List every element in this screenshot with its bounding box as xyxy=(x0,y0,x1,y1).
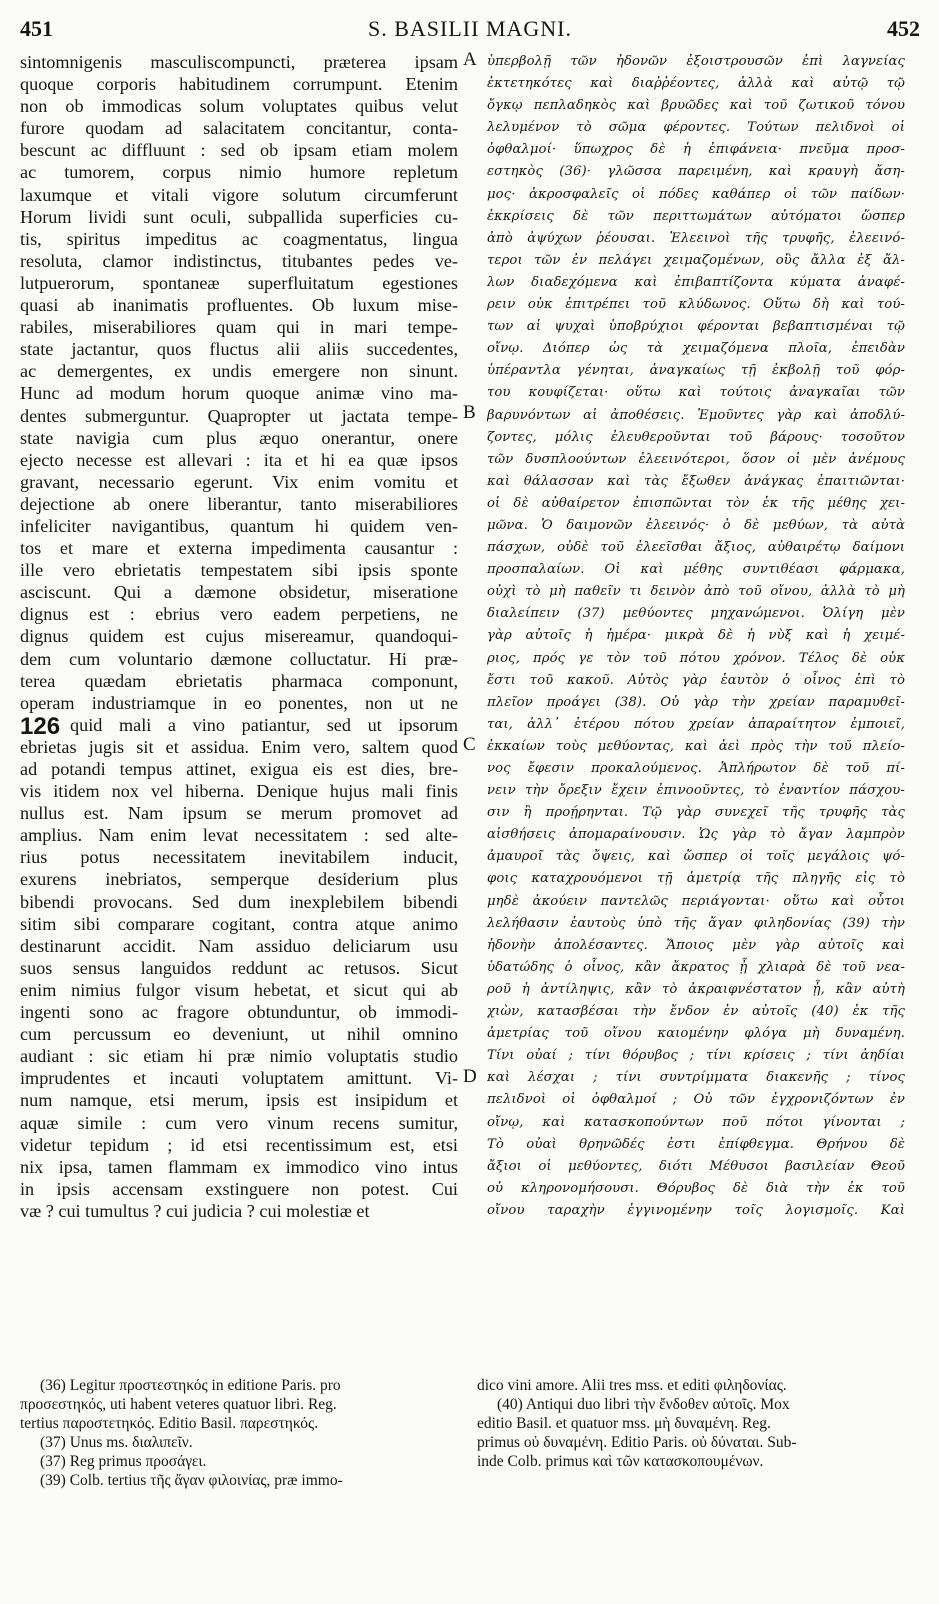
page-header xyxy=(20,16,920,46)
latin-text-line: state jactantur, quos fluctus alii aliis succedentes, xyxy=(20,339,458,360)
latin-text-line: non ob immodicas solum voluptates quibus velut xyxy=(20,96,458,117)
greek-text-line: ροῦ ἡ ἀντίληψις, κἂν τὸ ἀκραιφνέστατον ᾖ, κἂν αὐτὴ xyxy=(487,981,905,997)
footnote-line: (40) Antiqui duo libri τὴν ἔνδοθεν αὐτοῖς. Mox xyxy=(497,1396,790,1413)
greek-column xyxy=(487,51,905,1222)
greek-text-line: ἐκκρίσεις δὲ τῶν περιττωμάτων αὐτόματοι ὥσπερ xyxy=(487,208,905,224)
latin-text-line: exurens inebriatos, semperque desiderium plus xyxy=(20,869,458,890)
margin-column-number: 126 xyxy=(20,713,61,740)
latin-text-line: vis itidem nox vel hiberna. Denique hujus mali finis xyxy=(20,781,458,802)
latin-text-line: asciscunt. Qui a dæmone obsidetur, miseratione xyxy=(20,582,458,603)
latin-text-line: dentes submerguntur. Quapropter ut jactata tempe- xyxy=(20,405,458,426)
greek-text-line: οἴνῳ. Διόπερ ὡς τὰ χειμαζόμενα πλοῖα, ἐπειδὰν xyxy=(487,341,905,357)
latin-text-line: quid mali a vino patiantur, sed ut ipsorum xyxy=(70,714,458,735)
greek-text-line: ἀμετρίας τοῦ οἴνου καιομένην φλόγα μὴ δυναμένη. xyxy=(487,1026,905,1042)
latin-text-line: bescunt ac diffluunt : sed ob ipsam etiam molem xyxy=(20,140,458,161)
latin-column xyxy=(20,51,458,1222)
margin-letter-a: A xyxy=(463,49,477,70)
greek-text-line: ὑδατώδης ὁ οἶνος, κἂν ἄκρατος ᾖ χλιαρὰ δὲ τοῦ νεα- xyxy=(487,959,905,975)
footnote-line: (37) Reg primus προσάγει. xyxy=(40,1453,207,1470)
latin-text-line: Horum lividi sunt oculi, subpallida superficies cu- xyxy=(20,206,458,227)
greek-text-line: πελιδνοὶ οἱ ὀφθαλμοί ; Οὐ τῶν ἐγχρονιζόντων ἐν xyxy=(487,1092,905,1108)
latin-text-line: rius potus necessitatem inevitabilem inducit, xyxy=(20,847,458,868)
latin-text-line: imprudentes et incauti voluptatem amittunt. Vi- xyxy=(20,1068,458,1089)
greek-text-line: οἱ δὲ αὐθαίρετον ἐπισπῶνται τὸν ἐκ τῆς μέθης χει- xyxy=(487,495,905,511)
greek-text-line: καὶ θάλασσαν καὶ τὰς ἔξωθεν ἀνάγκας ἐπαιτιῶνται· xyxy=(487,473,905,489)
greek-text-line: οὐ κληρονομήσουσι. Θόρυβος δὲ διὰ τὴν ἐκ τοῦ xyxy=(487,1180,905,1196)
latin-text-line: audiant : sic etiam hi præ nimio voluptatis studio xyxy=(20,1046,458,1067)
greek-text-line: ἐκτετηκότες καὶ διαῤῥέοντες, ἀλλὰ καὶ αὐτῷ τῷ xyxy=(487,76,905,92)
latin-text-line: enim nimius fulgor visum hebetat, et sicut qui ab xyxy=(20,979,458,1000)
latin-text-line: ingenti sono ac fragore obtunduntur, ob immodi- xyxy=(20,1002,458,1023)
greek-text-line: ὄγκῳ πεπλαδηκὸς καὶ βρυῶδες καὶ τοῦ ζωτικοῦ τόνου xyxy=(487,98,905,114)
footnote-line: tertius παροστετηκός. Editio Basil. παρεστηκός. xyxy=(20,1415,319,1432)
greek-text-line: νος ἔφεσιν προκαλούμενος. Ἀπλήρωτον δὲ τοῦ πί- xyxy=(487,761,905,776)
greek-text-line: μηδὲ ἀκούειν παντελῶς περιάγονται· οὕτω καὶ οὗτοι xyxy=(487,893,905,909)
footnote-line: primus οὐ δυναμένη. Editio Paris. οὐ δύναται. Sub- xyxy=(477,1434,797,1451)
latin-text-line: væ ? cui tumultus ? cui judicia ? cui molestiæ et xyxy=(20,1200,370,1221)
latin-text-line: bibendi provocans. Sed dum inexplebilem bibendi xyxy=(20,891,458,912)
latin-text-line: ejecto necesse est allevari : ita et hi ea quæ ipsos xyxy=(20,449,458,470)
greek-text-line: λελυμένον τὸ σῶμα φέροντες. Τούτων πελιδνοὶ οἱ xyxy=(487,120,905,136)
greek-text-line: νειν τὴν ὄρεξιν ἔχειν ἐπινοοῦντες, τὸ ἐναντίον πάσχου- xyxy=(487,783,905,799)
footnote-line: (39) Colb. tertius τῆς ἄγαν φιλοινίας, præ immo- xyxy=(40,1472,343,1489)
latin-text-line: quoque corporis habitudinem corrumpunt. Etenim xyxy=(20,74,458,95)
greek-text-line: φοις καταχρουόμενοι τῇ ἀμετρίᾳ τῆς πληγῆς εἰς τὸ xyxy=(487,871,905,887)
greek-text-line: ἡδονὴν ἀπολέσαντες. Ἄποιος μὲν γὰρ αὐτοῖς καὶ xyxy=(487,937,905,953)
latin-text-line: state navigia cum plus æquo onerantur, onere xyxy=(20,427,458,448)
greek-text-line: ὑπέραντλα γένηται, ἀναγκαίως τῇ ἐκβολῇ τοῦ φόρ- xyxy=(487,363,905,379)
running-title: S. BASILII MAGNI. xyxy=(368,16,572,41)
greek-text-line: των αἱ ψυχαὶ ὑποβρύχιοι φέρονται βεβαπτισμέναι τῷ xyxy=(487,319,905,335)
greek-text-line: λων διαδεχόμενα καὶ ἐπιβαπτίζοντα κύματα ἀναφέ- xyxy=(487,274,905,290)
left-page-number: 451 xyxy=(20,16,53,41)
margin-letter-c: C xyxy=(463,734,476,755)
greek-text-line: βαρυνόντων αἱ ἀποθέσεις. Ἐμοῦντες γὰρ καὶ ἀποδλύ- xyxy=(487,407,905,423)
greek-text-line: τῶν δυσπλοούντων ἐλεεινότεροι, ὅσον οἱ μὲν ἀνέμους xyxy=(487,451,905,467)
greek-text-line: τεροι τῶν ἐν πελάγει χειμαζομένων, οὓς ἄλλα ἐξ ἄλ- xyxy=(487,252,905,268)
footnotes-right xyxy=(477,1376,907,1471)
greek-text-line: λελήθασιν ἑαυτοὺς ὑπὸ τῆς ἄγαν φιληδονίας (39) τὴν xyxy=(487,915,905,931)
greek-text-line: ἔστι τοῦ κακοῦ. Αὐτὸς γὰρ ἑαυτὸν ὁ οἶνος ἐπὶ τὸ xyxy=(487,672,905,688)
latin-text-line: gravant, necessario egerunt. Vix enim vomitu et xyxy=(20,471,458,492)
greek-text-line: ἐκκαίων τοὺς μεθύοντας, καὶ ἀεὶ πρὸς τὴν τοῦ πλείο- xyxy=(487,738,905,754)
greek-text-line: ὀφθαλμοί· ὕπωχρος δὲ ἡ ἐπιφάνεια· πνεῦμα προσ- xyxy=(487,142,905,158)
greek-text-line: σιν ἢ προῄρηνται. Τῷ γὰρ συνεχεῖ τῆς τρυφῆς τὰς xyxy=(487,805,905,821)
greek-text-line: χιὼν, κατασβέσαι τὴν ἔνδον ἐν αὐτοῖς (40) ἐκ τῆς xyxy=(487,1004,905,1020)
greek-text-line: μῶνα. Ὁ δαιμονῶν ἐλεεινός· ὁ δὲ μεθύων, τὰ αὐτὰ xyxy=(487,517,905,533)
greek-text-line: αἰσθήσεις ἀπομαραίνουσιν. Ὡς γὰρ τὸ ἄγαν λαμπρὸν xyxy=(487,827,905,843)
greek-text-line: καὶ λέσχαι ; τίνι συντρίμματα διακενῆς ; τίνος xyxy=(487,1070,905,1086)
latin-text-line: cum percussum eo deveniunt, ut nihil omnino xyxy=(20,1024,458,1045)
greek-text-line: Τὸ οὐαὶ θρηνῶδές ἐστι ἐπίφθεγμα. Θρήνου δὲ xyxy=(487,1136,905,1152)
latin-text-line: dignus est : ebrius vero eadem perpetiens, ne xyxy=(20,604,458,625)
greek-text-line: οἴνου ταραχὴν ἐγγινομένην τοῖς λογισμοῖς. Καὶ xyxy=(487,1202,905,1218)
latin-text-line: num namque, etsi merum, ipsis est insipidum et xyxy=(20,1090,458,1111)
greek-text-line: ζοντες, μόλις ἐλευθεροῦνται τοῦ βάρους· τοσοῦτον xyxy=(487,429,905,445)
footnote-line: (36) Legitur προστεστηκός in editione Paris. pro xyxy=(40,1377,341,1394)
latin-text-line: ac demergentes, ex undis emergere non sinunt. xyxy=(20,361,458,382)
greek-text-line: πάσχων, οὐδὲ τοῦ ἐλεεῖσθαι ἄξιος, αὐθαιρέτῳ δαίμονι xyxy=(487,540,905,556)
greek-text-line: Τίνι οὐαί ; τίνι θόρυβος ; τίνι κρίσεις ; τίνι ἀηδίαι xyxy=(487,1048,905,1064)
latin-text-line: dejectione ab onere liberantur, tanto miserabiliores xyxy=(20,493,458,514)
greek-text-line: διαλείπειν (37) μεθύοντες μηχανώμενοι. Ὀλίγη μὲν xyxy=(487,606,905,622)
latin-text-line: nix ipsa, tamen flammam ex immodico vino intus xyxy=(20,1156,458,1177)
greek-text-line: ἀπὸ ἀψύχων ῥέουσαι. Ἐλεεινοὶ τῆς τρυφῆς, ἐλεεινό- xyxy=(487,230,905,246)
footnote-line: editio Basil. et quatuor mss. μὴ δυναμένη. Reg. xyxy=(477,1415,771,1432)
latin-text-line: quasi ab inanimatis profluentes. Ob luxum mise- xyxy=(20,295,458,316)
latin-text-line: dem cum voluntario dæmone colluctatur. Hi præ- xyxy=(20,648,458,669)
latin-text-line: tis, spiritus impeditus ac coagmentatus, lingua xyxy=(20,228,458,249)
latin-text-line: sitim sibi comparare cogitant, contra atque animo xyxy=(20,913,458,934)
latin-text-line: operam industriamque in eo ponentes, non ut ne xyxy=(20,692,458,713)
footnote-line: dico vini amore. Alii tres mss. et editi φιληδονίας. xyxy=(477,1377,787,1394)
greek-text-line: μος· ἀκροσφαλεῖς οἱ πόδες καθάπερ οἱ τῶν παίδων· xyxy=(487,186,905,202)
latin-text-line: lutpuerorum, spontaneæ superfluitatum egestiones xyxy=(20,272,458,293)
latin-text-line: Hunc ad modum horum quoque animæ vino ma- xyxy=(20,383,458,404)
footnote-line: προσεστηκός, uti habent veteres quatuor libri. Reg. xyxy=(20,1396,337,1413)
greek-text-line: οὐχὶ τὸ μὴ παθεῖν τι δεινὸν ἀπὸ τοῦ οἴνου, ἀλλὰ τὸ μὴ xyxy=(487,584,905,600)
latin-text-line: ad potandi tempus attinet, exigua eis est dies, bre- xyxy=(20,759,458,779)
footnote-line: inde Colb. primus καὶ τῶν κατασκοπουμένων. xyxy=(477,1453,764,1470)
latin-text-line: sintomnigenis masculiscompuncti, præterea ipsam xyxy=(20,52,458,72)
right-page-number: 452 xyxy=(887,16,920,41)
latin-text-line: terea quædam ebrietatis pharmaca componunt, xyxy=(20,670,458,691)
greek-text-line: προσπαλαίων. Οἱ καὶ μέθης συντιθέασι φάρμακα, xyxy=(487,562,905,578)
margin-letter-d: D xyxy=(463,1066,477,1087)
latin-text-line: nullus est. Nam ipsum se merum promovet ad xyxy=(20,803,458,824)
greek-text-line: ἄξιοι οἱ μεθύοντες, διότι Μέθυσοι βασιλείαν Θεοῦ xyxy=(487,1158,905,1174)
footnote-line: (37) Unus ms. διαλιπεῖν. xyxy=(40,1434,193,1451)
latin-text-line: dignus quidem est cujus misereamur, quandoqui- xyxy=(20,626,458,647)
greek-text-line: του κουφίζεται· οὕτω καὶ τούτοις ἀναγκαῖαι τῶν xyxy=(487,385,905,401)
greek-text-line: γὰρ αὐτοῖς ἡ ἡμέρα· μικρὰ δὲ ἡ νὺξ καὶ ἡ χειμέ- xyxy=(487,628,905,644)
latin-text-line: resoluta, clamor indistinctus, titubantes pedes ve- xyxy=(20,250,458,271)
greek-text-line: ται, ἀλλ᾽ ἑτέρου πότου χρείαν ἀπαραίτητον ἐμποιεῖ, xyxy=(487,716,905,732)
latin-text-line: ebrietas jugis sit et assidua. Enim vero, saltem quod xyxy=(20,736,458,757)
latin-text-line: laxumque et vitali vigore solutum circumferunt xyxy=(20,184,458,205)
latin-text-line: in ipsis accensam exstinguere non potest. Cui xyxy=(20,1178,458,1199)
footnotes-left xyxy=(20,1376,450,1490)
greek-text-line: πλεῖον προάγει (38). Οὐ γὰρ τὴν χρείαν παραμυθεῖ- xyxy=(487,694,905,710)
latin-text-line: amplius. Nam enim levat necessitatem : sed alte- xyxy=(20,825,458,846)
latin-text-line: destinarunt accidit. Nam assiduo deliciarum usu xyxy=(20,935,458,956)
greek-text-line: εστηκὸς (36)· γλῶσσα παρειμένη, καὶ κραυγὴ ἄση- xyxy=(487,164,905,180)
latin-text-line: rabiles, miserabiliores quam qui in mari tempe- xyxy=(20,317,458,338)
latin-text-line: furore quodam ad salacitatem concitantur, conta- xyxy=(20,118,458,139)
latin-text-line: suos sensus languidos reddunt ac retusos. Sicut xyxy=(20,957,458,978)
latin-text-line: ille vero ebrietatis tempestatem sibi ipsis sponte xyxy=(20,560,458,581)
greek-text-line: οἴνῳ, καὶ κατασκοπούντων ποῦ πότοι γίνονται ; xyxy=(487,1114,905,1130)
latin-text-line: tos et mare et externa impedimenta causantur : xyxy=(20,538,458,559)
greek-text-line: ριος, πρός γε τὸν τοῦ πότου χρόνον. Τέλος δὲ οὐκ xyxy=(487,650,905,666)
margin-letter-b: B xyxy=(463,402,476,423)
latin-text-line: infeliciter navigantibus, quantum hi quidem ven- xyxy=(20,515,458,536)
latin-text-line: videtur tepidum ; id etsi recentissimum est, etsi xyxy=(20,1134,458,1155)
greek-text-line: ρειν οὐκ ἐπιτρέπει τοῦ κλύδωνος. Οὕτω δὴ καὶ τού- xyxy=(487,297,905,313)
latin-text-line: aquæ simile : cum vero vinum recens sumitur, xyxy=(20,1112,458,1133)
greek-text-line: ἀμαυροῖ τὰς ὄψεις, καὶ ὥσπερ οἱ τοῖς μεγάλοις ψό- xyxy=(487,849,905,865)
greek-text-line: ὑπερβολῇ τῶν ἡδονῶν ἐξοιστρουσῶν ἐπὶ λαγνείας xyxy=(487,54,905,69)
latin-text-line: ac tumorem, corpus nimio humore repletum xyxy=(20,162,458,183)
